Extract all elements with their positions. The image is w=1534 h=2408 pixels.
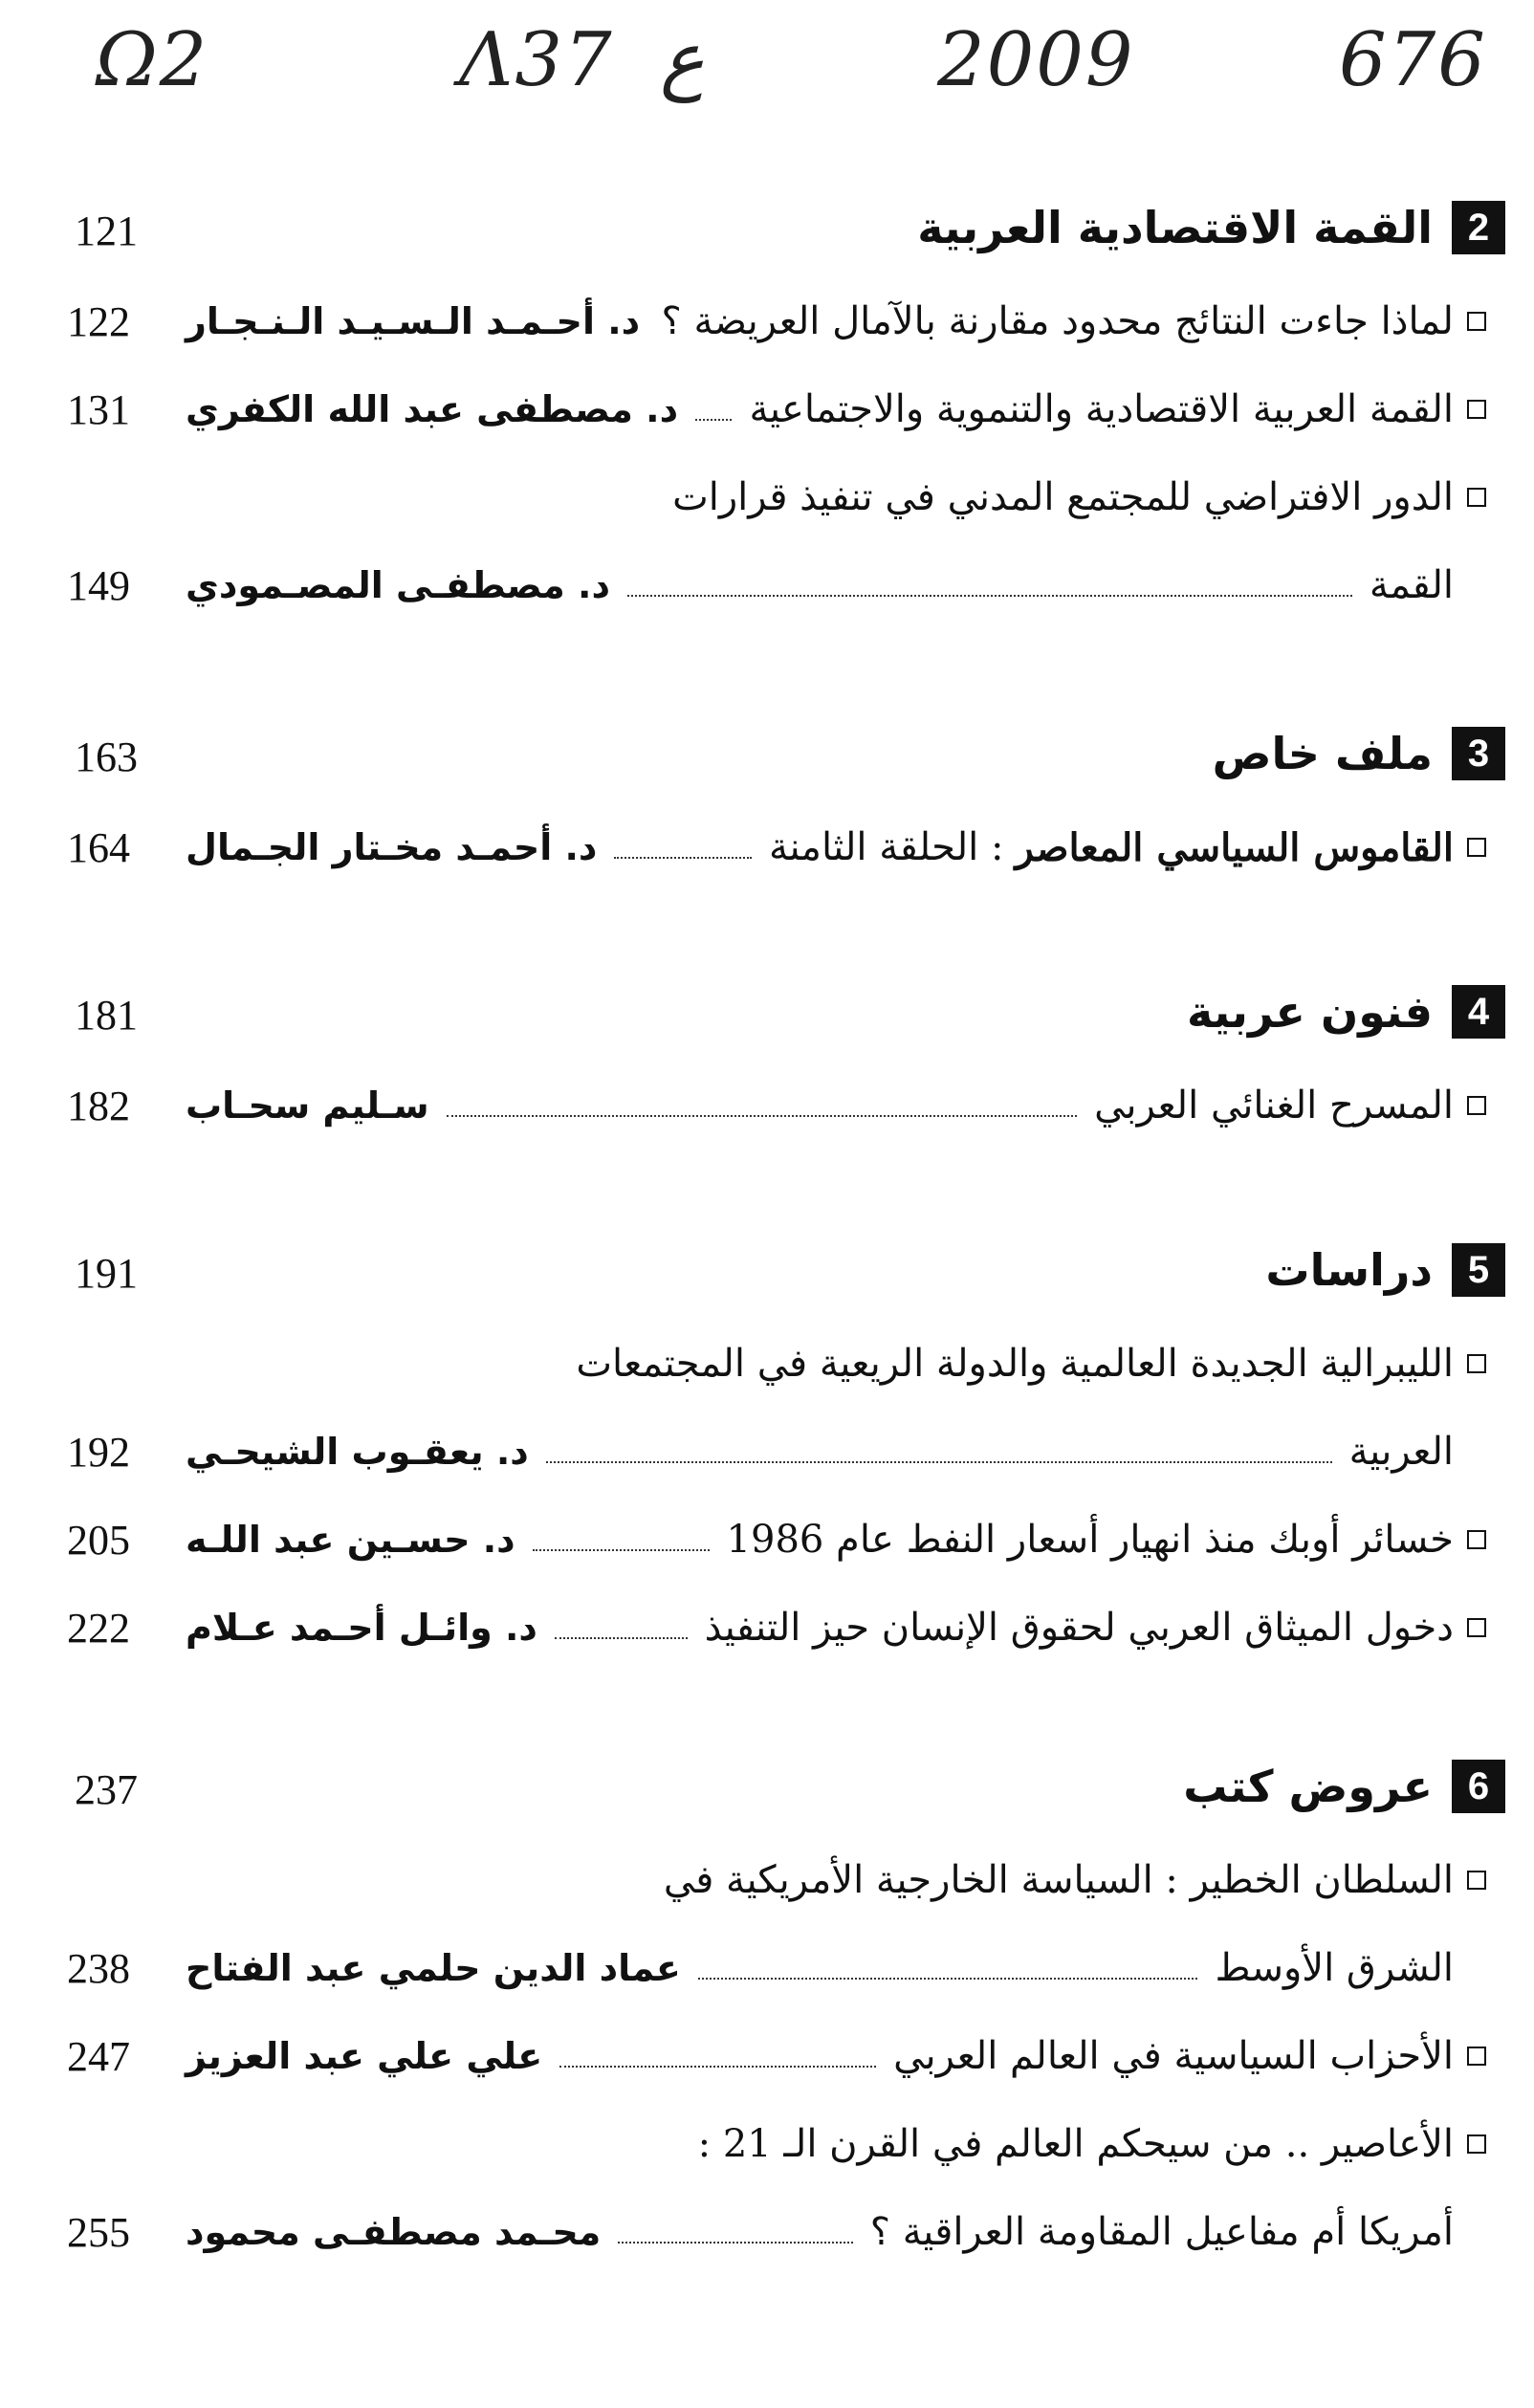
section-title: فنون عربية [1187,986,1433,1038]
entry-title: الدور الافتراضي للمجتمع المدني في تنفيذ قرارات [672,475,1454,519]
entry-title: خسائر أوبك منذ انهيار أسعار النفط عام 1986 [726,1518,1454,1562]
section-title: ملف خاص [1212,728,1433,779]
handwritten-year: 2009 [937,17,1135,103]
toc-entry[interactable] [67,1320,1505,1408]
checkbox-bullet-icon [1467,2134,1486,2154]
entry-author: محـمد مصطفـى محمود [186,2211,602,2253]
checkbox-bullet-icon [1467,1096,1486,1115]
dotted-leader [559,2066,876,2068]
toc-entry-continuation [67,1408,1505,1496]
entry-title: لماذا جاءت النتائج محدود مقارنة بالآمال العريضة ؟ [661,299,1454,343]
toc-entry[interactable] [67,2012,1505,2100]
section-header [67,1760,1505,1836]
toc-entry[interactable] [67,1062,1505,1149]
entry-page-number: 192 [67,1428,130,1476]
entry-author: د. أحـمـد الـسـيـد الـنـجـار [186,300,641,342]
dotted-leader [627,595,1352,597]
entry-author: د. أحمـد مخـتار الجـمال [186,826,598,868]
entry-page-number: 205 [67,1516,130,1564]
checkbox-bullet-icon [1467,488,1486,507]
entry-author: د. وائـل أحـمد عـلام [186,1607,537,1649]
entry-page-number: 131 [67,385,130,433]
entry-page-number: 182 [67,1082,130,1129]
entry-page-number: 164 [67,823,130,871]
section-page-number: 237 [75,1766,138,1813]
handwritten-mark: ع [660,17,705,103]
handwritten-ref: Ω2 [96,17,209,103]
checkbox-bullet-icon [1467,400,1486,419]
section-page-number: 121 [75,208,138,254]
dotted-leader [695,419,732,421]
section-page-number: 163 [75,733,138,780]
section-number-badge: 3 [1452,727,1505,780]
toc-entry[interactable] [67,1584,1505,1672]
handwritten-number: 676 [1339,17,1487,103]
dotted-leader [555,1637,688,1639]
checkbox-bullet-icon [1467,312,1486,331]
section-header [67,727,1505,803]
entry-title: دخول الميثاق العربي لحقوق الإنسان حيز التنفيذ [704,1606,1454,1650]
toc-entry-continuation [67,541,1505,629]
checkbox-bullet-icon [1467,1530,1486,1549]
section-title: عروض كتب [1183,1761,1433,1812]
section-title: دراسات [1265,1244,1433,1296]
toc-entry[interactable] [67,453,1505,541]
checkbox-bullet-icon [1467,838,1486,857]
entry-title: القاموس السياسي المعاصر [1015,824,1454,870]
entry-author: د. مصطفى عبد الله الكفري [186,388,679,430]
dotted-leader [618,2242,852,2244]
entry-author: د. يعقـوب الشيحـي [186,1431,529,1473]
entry-title-continuation: العربية [1348,1430,1454,1474]
section-header [67,985,1505,1062]
section-header [67,1243,1505,1320]
toc-entry[interactable] [67,803,1505,891]
checkbox-bullet-icon [1467,2047,1486,2066]
entry-author: علي علي عبد العزيز [186,2035,543,2077]
section-number-badge: 6 [1452,1760,1505,1813]
entry-author: د. مصطفـى المصـمودي [186,564,610,606]
toc-section-4 [67,985,1505,1149]
section-number-badge: 5 [1452,1243,1505,1297]
entry-title: السلطان الخطير : السياسة الخارجية الأمريكية في [663,1858,1454,1902]
dotted-leader [546,1461,1332,1463]
entry-page-number: 149 [67,561,130,609]
dotted-leader [447,1115,1077,1117]
toc-entry[interactable] [67,1836,1505,1924]
entry-title-continuation: القمة [1369,563,1454,607]
toc-entry[interactable] [67,277,1505,365]
toc-entry[interactable] [67,2100,1505,2188]
entry-page-number: 222 [67,1604,130,1652]
toc-section-2 [67,201,1505,629]
handwritten-code: Λ37 [459,17,614,103]
section-number-badge: 4 [1452,985,1505,1039]
entry-page-number: 122 [67,297,130,345]
toc-entry-continuation [67,2188,1505,2276]
entry-title-continuation: الشرق الأوسط [1215,1946,1454,1990]
checkbox-bullet-icon [1467,1354,1486,1373]
entry-title: الليبرالية الجديدة العالمية والدولة الريعية في المجتمعات [576,1342,1454,1386]
toc-entry-continuation [67,1924,1505,2012]
entry-author: عماد الدين حلمي عبد الفتاح [186,1947,681,1989]
dotted-leader [533,1549,710,1551]
entry-subtitle: : الحلقة الثامنة [769,825,1004,869]
entry-author: د. حسـين عبد اللـه [186,1519,515,1561]
toc-section-5 [67,1243,1505,1672]
checkbox-bullet-icon [1467,1618,1486,1637]
toc-section-3 [67,727,1505,891]
entry-title: الأعاصير .. من سيحكم العالم في القرن الـ 21 : [697,2122,1454,2166]
entry-page-number: 238 [67,1944,130,1992]
toc-entry[interactable] [67,365,1505,453]
dotted-leader [614,857,752,859]
section-page-number: 181 [75,992,138,1039]
toc-section-6 [67,1760,1505,2276]
toc-entry[interactable] [67,1496,1505,1584]
entry-author: سـليم سحـاب [186,1084,429,1127]
entry-page-number: 247 [67,2032,130,2080]
entry-page-number: 255 [67,2208,130,2256]
section-title: القمة الاقتصادية العربية [917,202,1433,253]
entry-title-continuation: أمريكا أم مفاعيل المقاومة العراقية ؟ [869,2210,1454,2254]
entry-title: المسرح الغنائي العربي [1094,1084,1454,1127]
dotted-leader [698,1978,1198,1980]
section-number-badge: 2 [1452,201,1505,254]
entry-title: الأحزاب السياسية في العالم العربي [893,2034,1454,2078]
section-header [67,201,1505,277]
checkbox-bullet-icon [1467,1871,1486,1890]
section-page-number: 191 [75,1250,138,1297]
entry-title: القمة العربية الاقتصادية والتنموية والاجتماعية [749,387,1454,431]
